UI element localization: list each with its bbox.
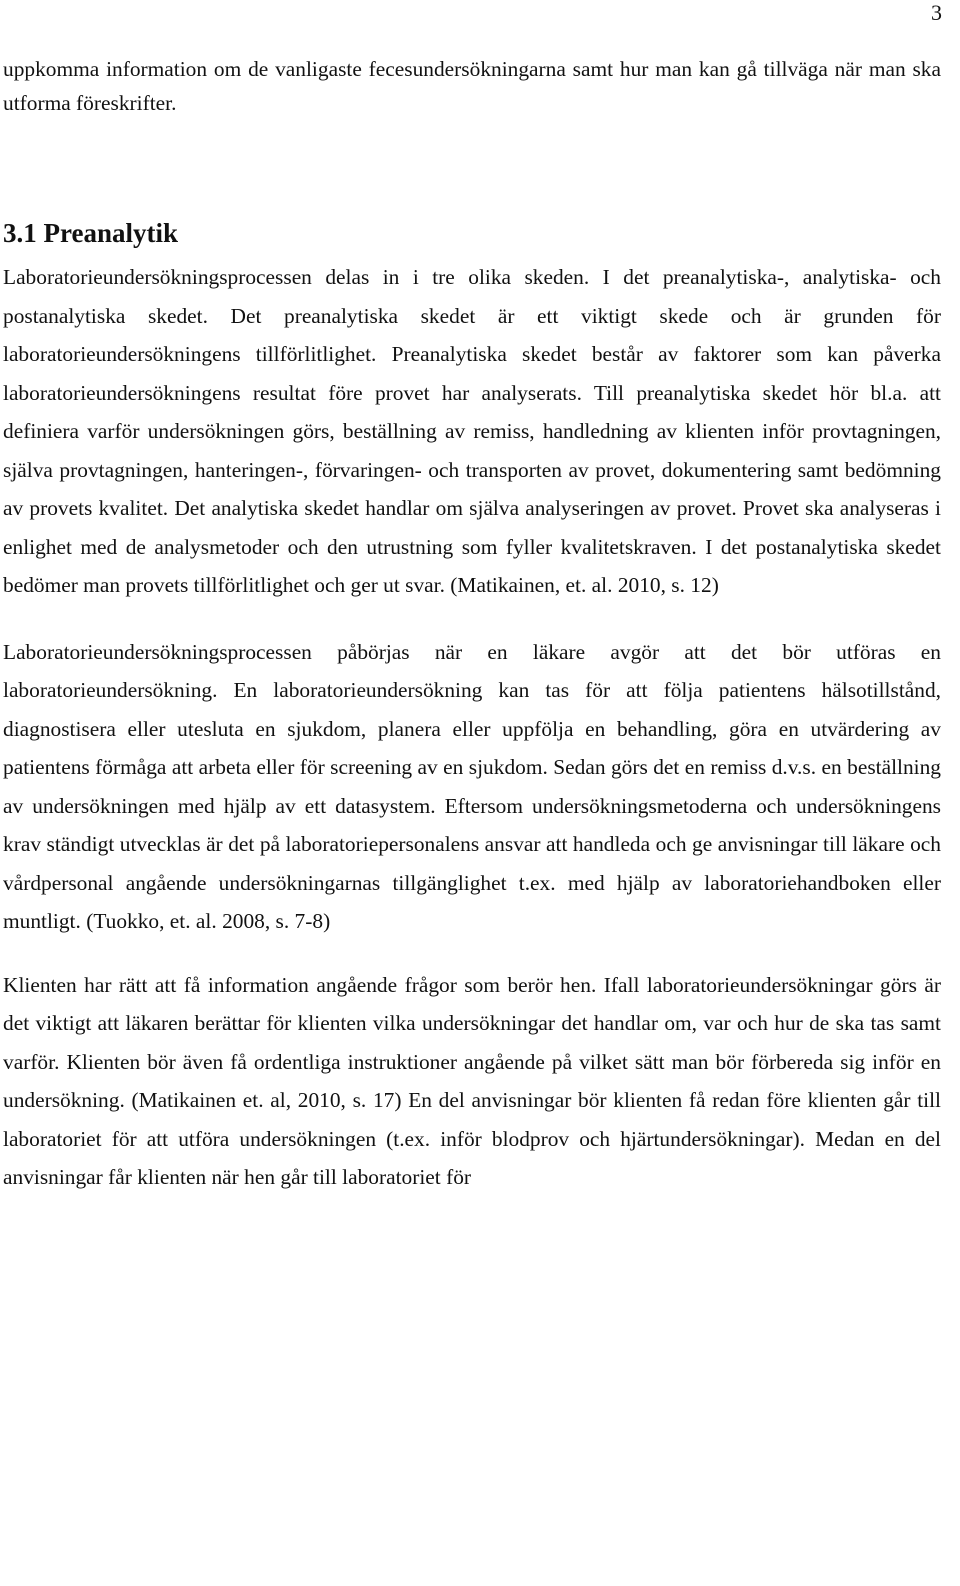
page-number: 3 xyxy=(931,0,942,25)
body-paragraph: Laboratorieundersökningsprocessen påbörjas när en läkare avgör att det bör utföras en laboratorieundersökning. En laboratorieundersökning kan tas för att följa patientens hälsotillstånd, diagnostisera eller utesluta en sjukdom, planera eller uppföljа en behandling, göra en utvärdering av patientens förmåga att arbeta eller för screening av en sjukdom. Sedan görs det en remiss d.v.s. en beställning av undersökningen med hjälp av ett datasystem. Eftersom undersökningsmetoderna och undersökningens krav ständigt utvecklas är det på laboratoriepersonalens ansvar att handleda och ge anvisningar till läkare och vårdpersonal angående undersökningarnas tillgänglighet t.ex. med hjälp av laboratoriehandboken eller muntligt. (Tuokko, et. al. 2008, s. 7-8) xyxy=(3,639,941,933)
body-paragraph: Laboratorieundersökningsprocessen delas in i tre olika skeden. I det preanalytiska-, analytiska- och postanalytiska skedet. Det preanalytiska skedet är ett viktigt skede och är grunden för laboratorieundersökningens tillförlitlighet. Preanalytiska skedet består av faktorer som kan påverka laboratorieundersökningens resultat före provet har analyserats. Till preanalytiska skedet hör bl.a. att definiera varför undersökningen görs, beställning av remiss, handledning av klienten inför provtagningen, själva provtagningen, hanteringen-, förvaringen- och transporten av provet, dokumentering samt bedömning av provets kvalitet. Det analytiska skedet handlar om själva analyseringen av provet. Provet ska analyseras i enlighet med de analysmetoder och den utrustning som fyller kvalitetskraven. I det postanalytiska skedet bedömer man provets tillförlitlighet och ger ut svar. (Matikainen, et. al. 2010, s. 12) xyxy=(3,265,941,597)
intro-paragraph: uppkomma information om de vanligaste fecesundersökningarna samt hur man kan gå tillväga när man ska utforma föreskrifter. xyxy=(3,57,941,115)
document-body xyxy=(3,52,941,1197)
body-paragraph: Klienten har rätt att få information angående frågor som berör hen. Ifall laboratorieundersökningar görs är det viktigt att läkaren berättar för klienten vilka undersökningar det handlar om, var och hur de ska tas samt varför. Klienten bör även få ordentliga instruktioner angående på vilket sätt man bör förbereda sig inför en undersökning. (Matikainen et. al, 2010, s. 17) En del anvisningar bör klienten få redan före klienten går till laboratoriet för att utföra undersökningen (t.ex. inför blodprov och hjärtundersökningar). Medan en del anvisningar får klienten när hen går till laboratoriet för xyxy=(3,972,941,1189)
section-heading: 3.1 Preanalytik xyxy=(3,218,178,248)
